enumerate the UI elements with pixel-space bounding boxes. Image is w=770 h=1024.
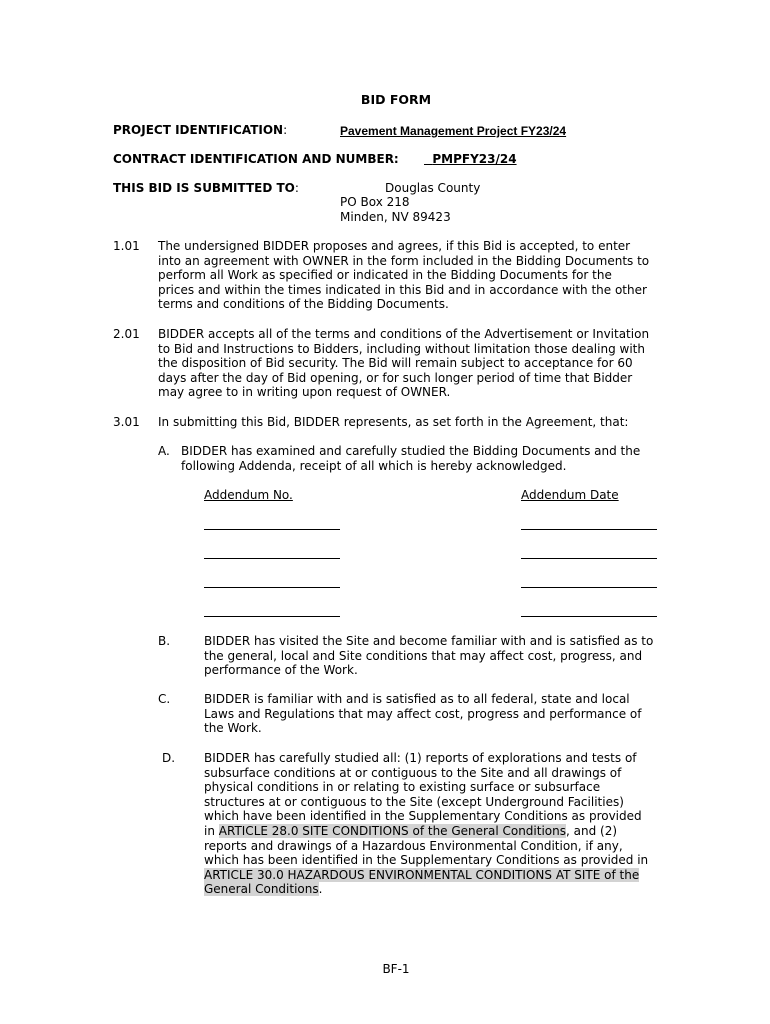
section-1-01-line: terms and conditions of the Bidding Documents.: [158, 297, 449, 312]
item-d-line: reports and drawings of a Hazardous Environmental Condition, if any,: [204, 838, 623, 853]
addendum-date-blank[interactable]: [521, 616, 657, 617]
item-d-line: [204, 882, 648, 897]
section-1-01-line: The undersigned BIDDER proposes and agrees, if this Bid is accepted, to enter: [158, 239, 631, 253]
contract-identification-label: CONTRACT IDENTIFICATION AND NUMBER:: [113, 152, 399, 166]
page-number: BF-1: [382, 962, 410, 976]
item-d-text-fragment: in: [204, 823, 219, 838]
project-identification-label: [113, 123, 287, 137]
addendum-date-header: Addendum Date: [521, 488, 619, 502]
submitted-address-line-2: PO Box 218: [340, 195, 410, 209]
item-c-line: Laws and Regulations that may affect cost, progress and performance of: [204, 706, 642, 721]
article-30-reference: ARTICLE 30.0 HAZARDOUS ENVIRONMENTAL CONDITIONS AT SITE of the: [204, 867, 640, 882]
project-label-colon: :: [283, 123, 288, 137]
section-2-01-text: [158, 327, 649, 400]
item-d-line: which have been identified in the Supplementary Conditions as provided: [204, 809, 642, 824]
item-d-label: D.: [162, 751, 176, 765]
item-d-line: subsurface conditions at or contiguous to the Site and all drawings of: [204, 765, 622, 780]
item-c-text: [204, 692, 641, 736]
project-label-text: PROJECT IDENTIFICATION: [113, 123, 284, 137]
section-1-01-line: perform all Work as specified or indicated in the Bidding Documents for the: [158, 268, 612, 283]
addendum-date-blank[interactable]: [521, 558, 657, 559]
section-2-01-line: may agree to in writing upon request of OWNER.: [158, 385, 451, 400]
item-a-text: [181, 444, 640, 473]
section-3-01-text: [158, 415, 628, 430]
project-identification-value: Pavement Management Project FY23/24: [340, 124, 567, 138]
item-c-line: BIDDER is familiar with and is satisfied as to all federal, state and local: [204, 692, 630, 706]
item-d-line: [204, 868, 648, 883]
item-a-label: A.: [158, 444, 170, 458]
item-b-line: BIDDER has visited the Site and become familiar with and is satisfied as to: [204, 634, 654, 648]
item-d-text: [204, 751, 648, 897]
addendum-number-header: Addendum No.: [204, 488, 293, 502]
section-2-01-line: days after the day of Bid opening, or for such longer period of time that Bidder: [158, 370, 633, 385]
item-b-line: the general, local and Site conditions that may affect cost, progress, and: [204, 648, 643, 663]
item-a-line: BIDDER has examined and carefully studied the Bidding Documents and the: [181, 444, 641, 458]
item-d-text-fragment: .: [318, 882, 323, 897]
addendum-date-blank[interactable]: [521, 529, 657, 530]
item-b-label: B.: [158, 634, 171, 648]
addendum-number-blank[interactable]: [204, 558, 340, 559]
submitted-label-colon: :: [294, 181, 299, 195]
section-number-3-01: 3.01: [113, 415, 140, 429]
item-d-line: physical conditions in or relating to existing surface or subsurface: [204, 780, 601, 795]
section-3-01-line: In submitting this Bid, BIDDER represents, as set forth in the Agreement, that:: [158, 415, 629, 429]
submitted-address-line-3: Minden, NV 89423: [340, 210, 451, 224]
item-b-text: [204, 634, 653, 678]
addendum-number-blank[interactable]: [204, 587, 340, 588]
item-c-line: the Work.: [204, 721, 262, 736]
page-title: BID FORM: [360, 92, 432, 107]
section-number-2-01: 2.01: [113, 327, 140, 341]
section-2-01-line: BIDDER accepts all of the terms and conditions of the Advertisement or Invitation: [158, 327, 650, 341]
section-1-01-line: into an agreement with OWNER in the form included in the Bidding Documents to: [158, 253, 650, 268]
item-c-label: C.: [158, 692, 171, 706]
section-1-01-line: prices and within the times indicated in this Bid and in accordance with the other: [158, 282, 647, 297]
section-number-1-01: 1.01: [113, 239, 140, 253]
section-2-01-line: the disposition of Bid security. The Bid will remain subject to acceptance for 60: [158, 356, 633, 371]
submitted-address-line-1: Douglas County: [385, 181, 481, 195]
submitted-label-text: THIS BID IS SUBMITTED TO: [113, 181, 295, 195]
addendum-number-blank[interactable]: [204, 529, 340, 530]
item-d-line: structures at or contiguous to the Site (except Underground Facilities): [204, 794, 624, 809]
contract-number: PMPFY23/24: [432, 152, 517, 166]
contract-identification-value: [424, 152, 517, 166]
item-d-line: which has been identified in the Supplementary Conditions as provided in: [204, 853, 649, 868]
item-d-line: [204, 824, 648, 839]
article-28-reference: ARTICLE 28.0 SITE CONDITIONS of the General Conditions: [218, 823, 566, 838]
addendum-date-blank[interactable]: [521, 587, 657, 588]
section-2-01-line: to Bid and Instructions to Bidders, including without limitation those dealing with: [158, 341, 645, 356]
item-d-line: BIDDER has carefully studied all: (1) reports of explorations and tests of: [204, 751, 637, 765]
addendum-number-blank[interactable]: [204, 616, 340, 617]
item-b-line: performance of the Work.: [204, 663, 358, 678]
item-a-line: following Addenda, receipt of all which is hereby acknowledged.: [181, 458, 567, 473]
article-30-reference-end: General Conditions: [204, 882, 319, 897]
item-d-text-fragment: , and (2): [566, 823, 618, 838]
section-1-01-text: [158, 239, 649, 312]
submitted-to-label: [113, 181, 299, 195]
